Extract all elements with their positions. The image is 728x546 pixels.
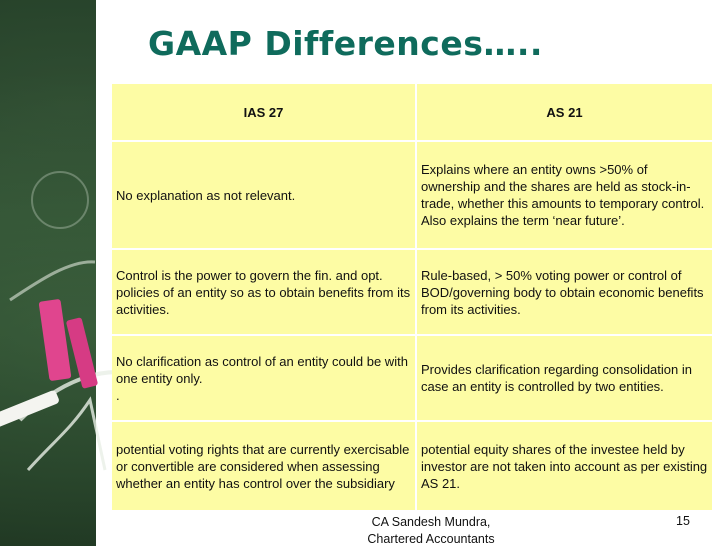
table-cell: Explains where an entity owns >50% of ownership and the shares are held as stock-in-trade, whether this amounts to temporary control. Also explains the term ‘near future’. <box>417 142 712 248</box>
table-cell: Rule-based, > 50% voting power or control of BOD/governing body to obtain economic benefits from its activities. <box>417 250 712 334</box>
table-row <box>112 422 712 510</box>
table-cell: Control is the power to govern the fin. and opt. policies of an entity so as to obtain benefits from its activities. <box>112 250 415 334</box>
table-row <box>112 336 712 420</box>
header-as21: AS 21 <box>417 84 712 140</box>
table-header-row <box>112 84 712 140</box>
header-ias27: IAS 27 <box>112 84 415 140</box>
white-chalk-icon <box>0 389 60 428</box>
table-cell: No explanation as not relevant. <box>112 142 415 248</box>
footer-author <box>356 514 506 546</box>
table-cell: Provides clarification regarding consolidation in case an entity is controlled by two entities. <box>417 336 712 420</box>
footer-line-1: CA Sandesh Mundra, <box>371 515 491 529</box>
footer-line-2: Chartered Accountants <box>367 532 495 546</box>
pink-chalk-icon <box>39 299 99 389</box>
table-row <box>112 142 712 248</box>
page-number: 15 <box>676 514 690 528</box>
slide-title: GAAP Differences….. <box>148 24 543 63</box>
cell-text: No clarification as control of an entity could be with one entity only. <box>116 353 408 386</box>
table-row <box>112 250 712 334</box>
table-cell: potential equity shares of the investee held by investor are not taken into account as per existing AS 21. <box>417 422 712 510</box>
table-cell: potential voting rights that are currently exercisable or convertible are considered when assessing whether an entity has control over the subsidiary <box>112 422 415 510</box>
table-cell <box>112 336 415 420</box>
cell-text-extra: . <box>116 387 120 403</box>
